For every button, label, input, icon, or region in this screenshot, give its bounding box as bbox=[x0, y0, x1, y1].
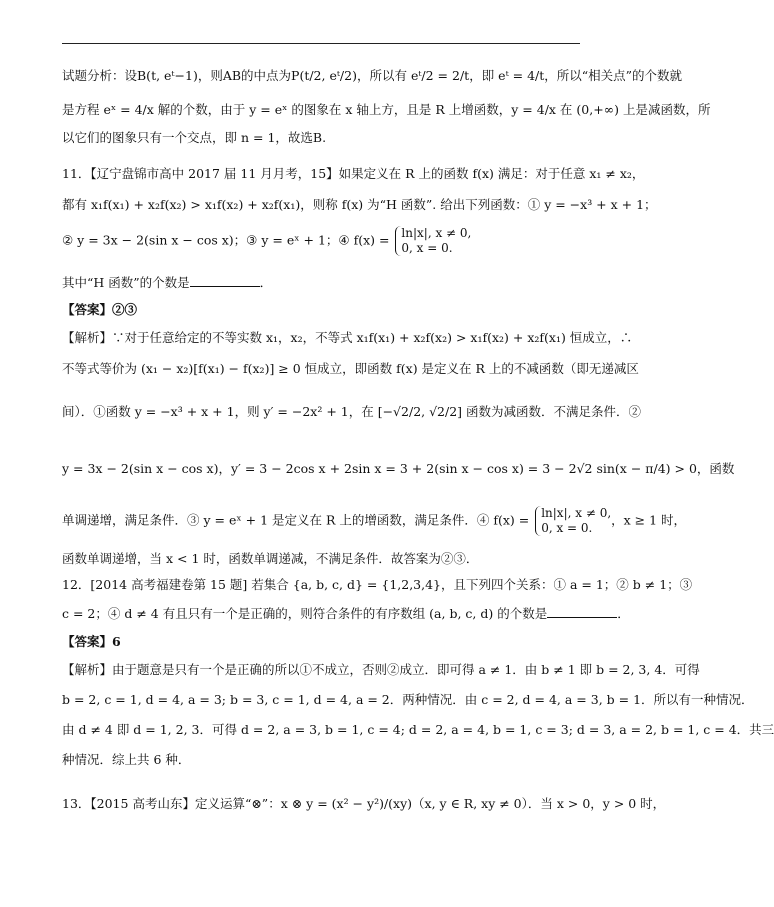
problem-12-period: ． bbox=[617, 606, 630, 621]
problem-11-question-text: 其中“H 函数”的个数是 bbox=[62, 275, 190, 290]
solution-12-text-1: 【解析】由于题意是只有一个是正确的所以①不成立，否则②成立．即可得 a ≠ 1．由 b ≠ 1 即 b = 2, 3, 4．可得 bbox=[62, 662, 700, 677]
solution-11-text-3: 间）．①函数 y = −x³ + x + 1，则 y′ = −2x² + 1，在 [−√2/2, √2/2] 函数为减函数．不满足条件．② bbox=[62, 404, 642, 419]
problem-12-text-2: c = 2；④ d ≠ 4 有且只有一个是正确的，则符合条件的有序数组 (a, b, c, d) 的个数是 bbox=[62, 606, 548, 621]
solution-11-text-6: 函数单调递增，当 x < 1 时，函数单调递减，不满足条件．故答案为②③． bbox=[62, 551, 479, 566]
problem-11-heading bbox=[62, 166, 645, 182]
problem-12-answer bbox=[62, 634, 602, 650]
piecewise2-case-1: ln|x|, x ≠ 0, bbox=[541, 506, 612, 520]
solution-12-line-2 bbox=[62, 692, 754, 708]
solution-12-text-2: b = 2, c = 1, d = 4, a = 3; b = 3, c = 1, d = 4, a = 2．两种情况．由 c = 2, d = 4, a = 3, b = 1．所以有一种情况． bbox=[62, 692, 754, 707]
problem-11-text-3: ② y = 3x − 2(sin x − cos x)；③ y = eˣ + 1；④ f(x) = bbox=[62, 232, 394, 248]
problem-11-text-2: 都有 x₁f(x₁) + x₂f(x₂) > x₁f(x₂) + x₂f(x₁)，则称 f(x) 为“H 函数”. 给出下列函数：① y = −x³ + x + 1； bbox=[62, 197, 657, 212]
solution-11-line-5 bbox=[62, 506, 687, 536]
problem-13-heading bbox=[62, 796, 666, 812]
problem-12-heading bbox=[62, 577, 693, 593]
analysis-text-3: 以它们的图象只有一个交点，即 n = 1，故选B. bbox=[62, 130, 327, 145]
solution-11-line-3 bbox=[62, 404, 642, 420]
piecewise-case-2: 0, x = 0. bbox=[401, 241, 453, 255]
problem-11-text-1: 11．【辽宁盘锦市高中 2017 届 11 月月考，15】如果定义在 R 上的函数 f(x) 满足：对于任意 x₁ ≠ x₂， bbox=[62, 166, 645, 181]
problem-11-line-3 bbox=[62, 226, 602, 256]
solution-11-line-4 bbox=[62, 461, 735, 477]
solution-11-text-5: 单调递增，满足条件．③ y = eˣ + 1 是定义在 R 上的增函数，满足条件．④ f(x) = bbox=[62, 512, 534, 528]
problem-11-question bbox=[62, 275, 602, 291]
problem-11-period: ． bbox=[259, 275, 273, 290]
text-line-3 bbox=[62, 130, 602, 146]
solution-11-line-2 bbox=[62, 361, 639, 377]
piecewise-function-2 bbox=[535, 506, 611, 536]
header-rule bbox=[62, 43, 580, 44]
piecewise-function bbox=[395, 226, 471, 256]
answer-label-11: 【答案】②③ bbox=[62, 302, 138, 317]
solution-11-line-1 bbox=[62, 330, 633, 346]
piecewise-case-1: ln|x|, x ≠ 0, bbox=[401, 226, 472, 240]
answer-blank-12 bbox=[547, 607, 617, 618]
answer-label-12: 【答案】6 bbox=[62, 634, 121, 649]
problem-12-line-2 bbox=[62, 606, 630, 622]
solution-12-text-3: 由 d ≠ 4 即 d = 1, 2, 3．可得 d = 2, a = 3, b = 1, c = 4; d = 2, a = 4, b = 1, c = 3; d = 3, a = 2, b = 1, c = 4．共三 bbox=[62, 722, 774, 737]
solution-11-text-4: y = 3x − 2(sin x − cos x)，y′ = 3 − 2cos x + 2sin x = 3 + 2(sin x − cos x) = 3 − 2√2 sin(x − π/4) > 0，函数 bbox=[62, 461, 735, 476]
piecewise2-case-2: 0, x = 0. bbox=[541, 521, 593, 535]
problem-11-answer bbox=[62, 302, 602, 318]
problem-12-text-1: 12．[2014 高考福建卷第 15 题] 若集合 {a, b, c, d} = {1,2,3,4}，且下列四个关系：① a = 1；② b ≠ 1；③ bbox=[62, 577, 693, 592]
solution-11-tail: ，x ≥ 1 时， bbox=[611, 512, 687, 528]
text-line-1 bbox=[62, 68, 683, 84]
solution-12-line-3 bbox=[62, 722, 774, 738]
analysis-text-2: 是方程 eˣ = 4/x 解的个数，由于 y = eˣ 的图象在 x 轴上方，且是 R 上增函数，y = 4/x 在 (0,+∞) 上是减函数，所 bbox=[62, 102, 711, 117]
analysis-text-1: 试题分析：设B(t, eᵗ−1)，则AB的中点为P(t/2, eᵗ/2)，所以有 eᵗ/2 = 2/t，即 eᵗ = 4/t，所以“相关点”的个数就 bbox=[62, 68, 683, 83]
solution-12-text-4: 种情况．综上共 6 种． bbox=[62, 752, 191, 767]
answer-blank bbox=[190, 276, 260, 287]
solution-11-text-1: 【解析】∵对于任意给定的不等实数 x₁，x₂，不等式 x₁f(x₁) + x₂f(x₂) > x₁f(x₂) + x₂f(x₁) 恒成立，∴ bbox=[62, 330, 633, 345]
solution-11-line-6 bbox=[62, 551, 602, 567]
problem-11-line-2 bbox=[62, 197, 657, 213]
solution-12-line-4 bbox=[62, 752, 602, 768]
solution-11-text-2: 不等式等价为 (x₁ − x₂)[f(x₁) − f(x₂)] ≥ 0 恒成立，即函数 f(x) 是定义在 R 上的不减函数（即无递减区 bbox=[62, 361, 639, 376]
solution-12-line-1 bbox=[62, 662, 700, 678]
problem-13-text-1: 13．【2015 高考山东】定义运算“⊗”：x ⊗ y = (x² − y²)/(xy)（x, y ∈ R, xy ≠ 0）．当 x > 0，y > 0 时， bbox=[62, 796, 666, 811]
text-line-2 bbox=[62, 102, 711, 118]
